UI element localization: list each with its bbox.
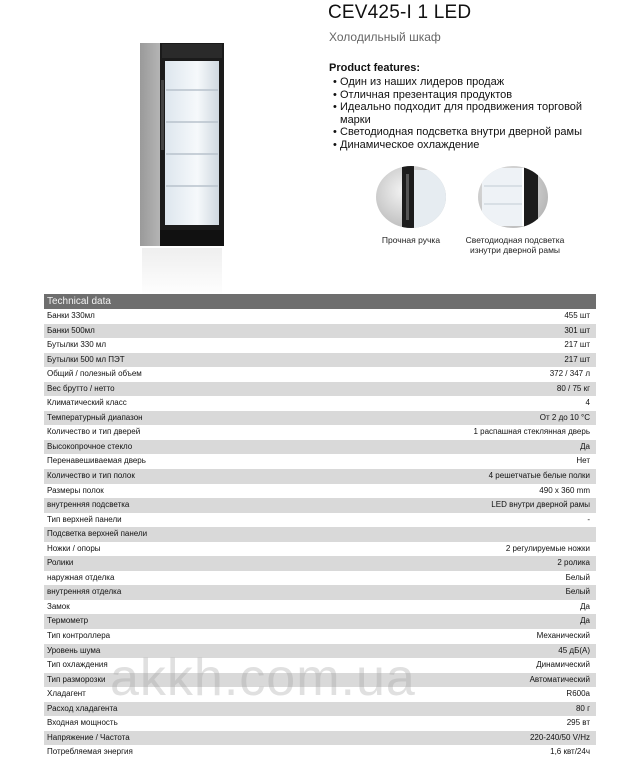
features-heading: Product features: xyxy=(329,62,421,74)
table-body xyxy=(44,309,596,760)
spec-label: Замок xyxy=(47,601,70,611)
table-row xyxy=(44,338,596,353)
spec-label: Банки 500мл xyxy=(47,325,95,335)
spec-value: 1 распашная стеклянная дверь xyxy=(473,427,590,437)
spec-value: LED внутри дверной рамы xyxy=(491,500,590,510)
spec-label: внутренняя отделка xyxy=(47,587,122,597)
table-row xyxy=(44,440,596,455)
table-row xyxy=(44,353,596,368)
features-list xyxy=(333,76,593,152)
table-row xyxy=(44,600,596,615)
product-title: CEV425-I 1 LED xyxy=(328,2,472,23)
table-row xyxy=(44,556,596,571)
table-row xyxy=(44,527,596,542)
table-row xyxy=(44,673,596,688)
spec-label: Тип верхней панели xyxy=(47,514,122,524)
spec-label: Потребляемая энергия xyxy=(47,747,133,757)
table-row xyxy=(44,498,596,513)
feature-item: • Отличная презентация продуктов xyxy=(333,89,593,102)
spec-label: наружная отделка xyxy=(47,572,115,582)
spec-value: 2 регулируемые ножки xyxy=(505,543,590,553)
feature-item: • Светодиодная подсветка внутри дверной рамы xyxy=(333,126,593,139)
spec-label: Климатический класс xyxy=(47,398,127,408)
spec-value: От 2 до 10 °C xyxy=(539,412,590,422)
spec-value: 80 / 75 кг xyxy=(556,383,590,393)
spec-label: Тип разморозки xyxy=(47,674,106,684)
spec-value: 1,6 квт/24ч xyxy=(550,747,590,757)
spec-value: 220-240/50 V/Hz xyxy=(529,732,590,742)
table-row xyxy=(44,745,596,760)
spec-label: Бутылки 500 мл ПЭТ xyxy=(47,354,125,364)
spec-value: Динамический xyxy=(536,660,590,670)
table-row xyxy=(44,513,596,528)
spec-label: Количество и тип дверей xyxy=(47,427,141,437)
table-row xyxy=(44,716,596,731)
spec-label: Ролики xyxy=(47,558,74,568)
spec-value: 490 x 360 mm xyxy=(539,485,590,495)
spec-value: 45 дБ(А) xyxy=(558,645,590,655)
fridge-image xyxy=(136,40,228,300)
table-row xyxy=(44,542,596,557)
spec-label: Подсветка верхней панели xyxy=(47,529,148,539)
spec-value: - xyxy=(587,514,590,524)
table-row xyxy=(44,644,596,659)
table-row xyxy=(44,571,596,586)
spec-value: 4 решетчатые белые полки xyxy=(488,471,590,481)
spec-label: Термометр xyxy=(47,616,89,626)
table-row xyxy=(44,658,596,673)
spec-label: Размеры полок xyxy=(47,485,104,495)
table-row xyxy=(44,425,596,440)
spec-value: R600a xyxy=(566,689,590,699)
spec-label: Хладагент xyxy=(47,689,86,699)
table-row xyxy=(44,309,596,324)
spec-value: 217 шт xyxy=(564,354,590,364)
spec-label: Температурный диапазон xyxy=(47,412,143,422)
spec-value: Механический xyxy=(536,631,590,641)
table-row xyxy=(44,367,596,382)
spec-value: 80 г xyxy=(575,703,590,713)
table-row xyxy=(44,454,596,469)
table-row xyxy=(44,324,596,339)
spec-label: Входная мощность xyxy=(47,718,118,728)
spec-label: Перенавешиваемая дверь xyxy=(47,456,146,466)
spec-label: Банки 330мл xyxy=(47,311,95,320)
table-row xyxy=(44,469,596,484)
table-row xyxy=(44,585,596,600)
table-row xyxy=(44,629,596,644)
spec-value: 217 шт xyxy=(564,340,590,350)
table-row xyxy=(44,411,596,426)
spec-value: 372 / 347 л xyxy=(549,369,590,379)
spec-value: Да xyxy=(580,616,590,626)
feature-item: • Динамическое охлаждение xyxy=(333,139,593,152)
table-row xyxy=(44,396,596,411)
spec-value: Да xyxy=(580,441,590,451)
handle-caption: Прочная ручка xyxy=(381,235,441,245)
spec-label: Ножки / опоры xyxy=(47,543,101,553)
led-caption: Светодиодная подсветка изнутри дверной рамы xyxy=(465,235,565,255)
spec-value: Автоматический xyxy=(529,674,590,684)
spec-label: Расход хладагента xyxy=(47,703,118,713)
led-detail-image xyxy=(478,166,548,228)
spec-label: Вес брутто / нетто xyxy=(47,383,115,393)
feature-item: • Идеально подходит для продвижения торговой марки xyxy=(333,101,593,126)
spec-value: Нет xyxy=(576,456,590,466)
spec-label: внутренняя подсветка xyxy=(47,500,130,510)
technical-data-table xyxy=(44,294,596,760)
spec-label: Высокопрочное стекло xyxy=(47,441,133,451)
table-row xyxy=(44,731,596,746)
spec-value: Белый xyxy=(565,572,590,582)
spec-label: Количество и тип полок xyxy=(47,471,135,481)
spec-label: Тип контроллера xyxy=(47,631,111,641)
table-row xyxy=(44,382,596,397)
table-row xyxy=(44,614,596,629)
table-heading: Technical data xyxy=(44,294,596,309)
spec-value: 295 вт xyxy=(566,718,590,728)
spec-label: Тип охлаждения xyxy=(47,660,108,670)
handle-detail-image xyxy=(376,166,446,228)
spec-value: Да xyxy=(580,601,590,611)
spec-value: 455 шт xyxy=(564,311,590,320)
table-row xyxy=(44,702,596,717)
spec-label: Напряжение / Частота xyxy=(47,732,130,742)
spec-label: Общий / полезный объем xyxy=(47,369,142,379)
spec-value: 4 xyxy=(585,398,590,408)
spec-value: Белый xyxy=(565,587,590,597)
spec-label: Бутылки 330 мл xyxy=(47,340,107,350)
spec-value: 301 шт xyxy=(564,325,590,335)
spec-value: 2 ролика xyxy=(557,558,590,568)
product-subtitle: Холодильный шкаф xyxy=(329,30,441,44)
watermark: akkh.com.ua xyxy=(110,649,416,707)
table-row xyxy=(44,484,596,499)
table-row xyxy=(44,687,596,702)
feature-item: • Один из наших лидеров продаж xyxy=(333,76,593,89)
spec-label: Уровень шума xyxy=(47,645,101,655)
